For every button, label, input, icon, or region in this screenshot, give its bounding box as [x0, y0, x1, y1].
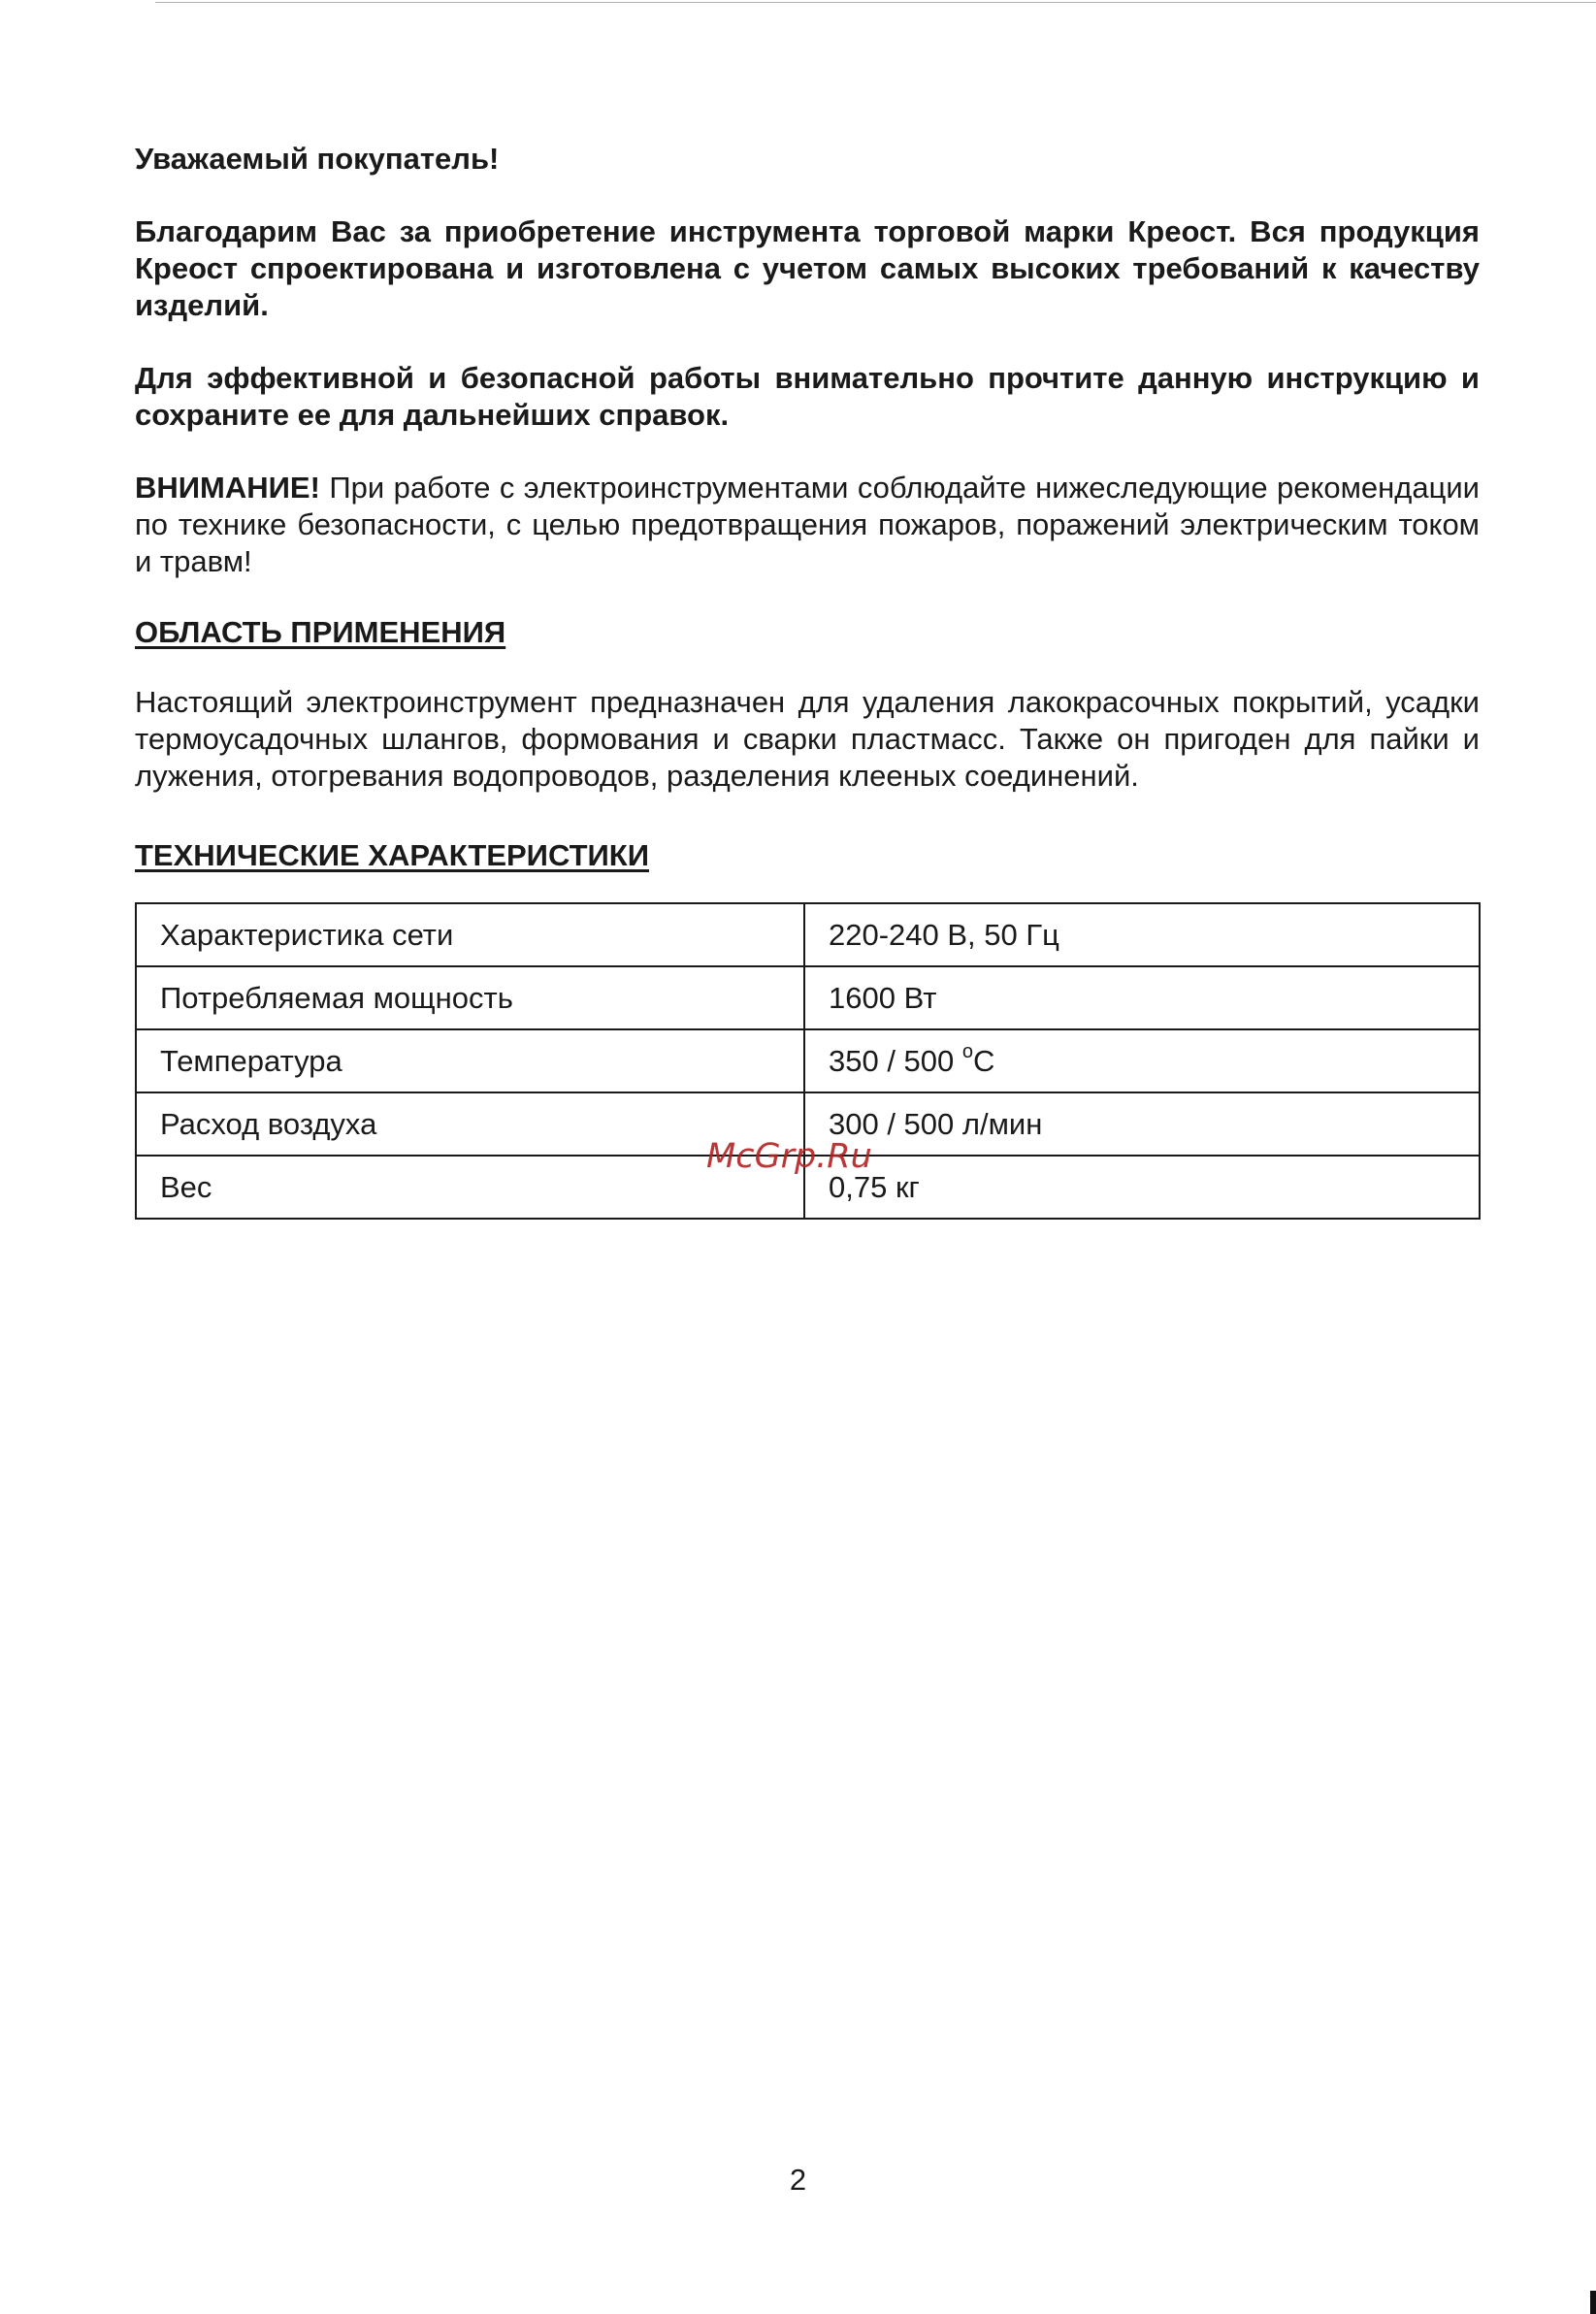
temperature-unit: С [973, 1043, 995, 1078]
table-row [136, 903, 1480, 966]
page-content [135, 141, 1480, 1220]
scan-top-edge [155, 2, 1596, 3]
spec-name: Потребляемая мощность [136, 966, 804, 1029]
spec-name: Температура [136, 1029, 804, 1092]
table-row [136, 966, 1480, 1029]
page-number: 2 [789, 2163, 807, 2197]
scan-edge-mark [1590, 2291, 1596, 2314]
spec-value: 1600 Вт [804, 966, 1480, 1029]
attention-paragraph [135, 470, 1480, 580]
instruction-paragraph: Для эффективной и безопасной работы внимательно прочтите данную инструкцию и сохраните ее для дальнейших справок. [135, 361, 1480, 432]
greeting: Уважаемый покупатель! [135, 142, 500, 176]
specs-heading: ТЕХНИЧЕСКИЕ ХАРАКТЕРИСТИКИ [135, 838, 649, 872]
watermark: McGrp.Ru [706, 1137, 872, 1176]
table-row [136, 1029, 1480, 1092]
spec-value: 0,75 кг [804, 1156, 1480, 1219]
spec-name: Вес [136, 1156, 804, 1219]
degree-sign: о [961, 1040, 974, 1062]
spec-value: 220-240 В, 50 Гц [804, 903, 1480, 966]
scope-heading: ОБЛАСТЬ ПРИМЕНЕНИЯ [135, 615, 506, 649]
spec-name: Расход воздуха [136, 1092, 804, 1156]
spec-name: Характеристика сети [136, 903, 804, 966]
thanks-paragraph: Благодарим Вас за приобретение инструмента торговой марки Креост. Вся продукция Креост спроектирована и изготовлена с учетом самых высоких требований к качеству изделий. [135, 214, 1480, 322]
temperature-value: 350 / 500 [829, 1043, 962, 1078]
spec-value: 300 / 500 л/мин [804, 1092, 1480, 1156]
spec-value-temperature [804, 1029, 1480, 1092]
attention-label: ВНИМАНИЕ! [135, 471, 320, 505]
scope-paragraph: Настоящий электроинструмент предназначен для удаления лакокрасочных покрытий, усадки термоусадочных шлангов, формования и сварки пластмасс. Также он пригоден для пайки и лужения, отогревания водопроводов, разделения клееных соединений. [135, 685, 1480, 793]
attention-text: При работе с электроинструментами соблюдайте нижеследующие рекомендации по технике безопасности, с целью предотвращения пожаров, поражений электрическим током и травм! [135, 471, 1480, 578]
